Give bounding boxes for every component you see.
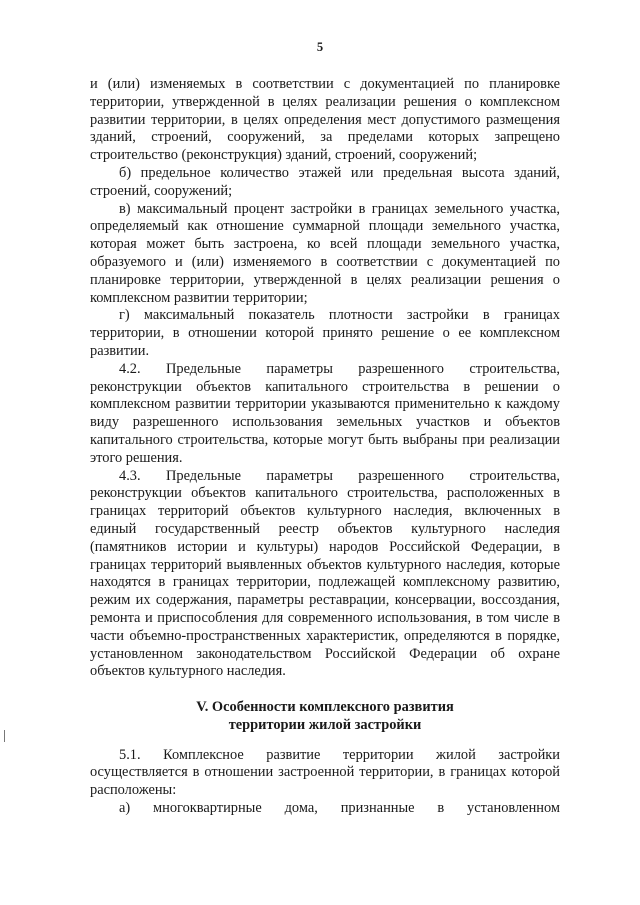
- margin-mark: [4, 730, 5, 742]
- document-body: [90, 76, 560, 818]
- page-number: 5: [316, 40, 324, 54]
- section-heading-line-2: территории жилой застройки: [228, 716, 422, 733]
- paragraph-continuation: и (или) изменяемых в соответствии с документацией по планировке территории, утвержденной в целях реализации решения о комплексном развитии территории, в целях определения мест допустимого размещения зданий, строений, сооружений, за пределами которых запрещено строительство (реконструкция) зданий, строений, сооружений;: [90, 76, 560, 164]
- paragraph-4-3: 4.3. Предельные параметры разрешенного строительства, реконструкции объектов капитального строительства, расположенных в границах территорий объектов культурного наследия, включенных в единый государственный реестр объектов культурного наследия (памятников истории и культуры) народов Российской Федерации, в границах территорий выявленных объектов культурного наследия, которые находятся в границах территории, подлежащей комплексному развитию, режим их содержания, параметры реставрации, консервации, воссоздания, ремонта и приспособления для современного использования, в том числе в части объемно-пространственных характеристик, определяются в порядке, установленном законодательством Российской Федерации об охране объектов культурного наследия.: [90, 467, 560, 680]
- paragraph-4-2: 4.2. Предельные параметры разрешенного строительства, реконструкции объектов капитального строительства в решении о комплексном развитии территории указываются применительно к каждому виду разрешенного использования земельных участков и объектов капитального строительства, которые могут быть выбраны при реализации этого решения.: [90, 360, 560, 466]
- section-heading: [90, 699, 560, 735]
- paragraph-item-a: а) многоквартирные дома, признанные в установленном: [119, 800, 560, 817]
- paragraph-item-b: б) предельное количество этажей или предельная высота зданий, строений, сооружений;: [90, 164, 560, 199]
- section-heading-line-1: V. Особенности комплексного развития: [196, 699, 454, 716]
- paragraph-5-1: 5.1. Комплексное развитие территории жилой застройки осуществляется в отношении застроенной территории, в границах которой расположены:: [90, 746, 560, 799]
- paragraph-item-g: г) максимальный показатель плотности застройки в границах территории, в отношении которой принято решение о ее комплексном развитии.: [90, 307, 560, 359]
- paragraph-item-v: в) максимальный процент застройки в границах земельного участка, определяемый как отношение суммарной площади земельного участка, которая может быть застроена, ко всей площади земельного участка, образуемого и (или) изменяемого в соответствии с документацией по планировке территории, утвержденной в целях реализации решения о комплексном развитии территории;: [90, 200, 560, 306]
